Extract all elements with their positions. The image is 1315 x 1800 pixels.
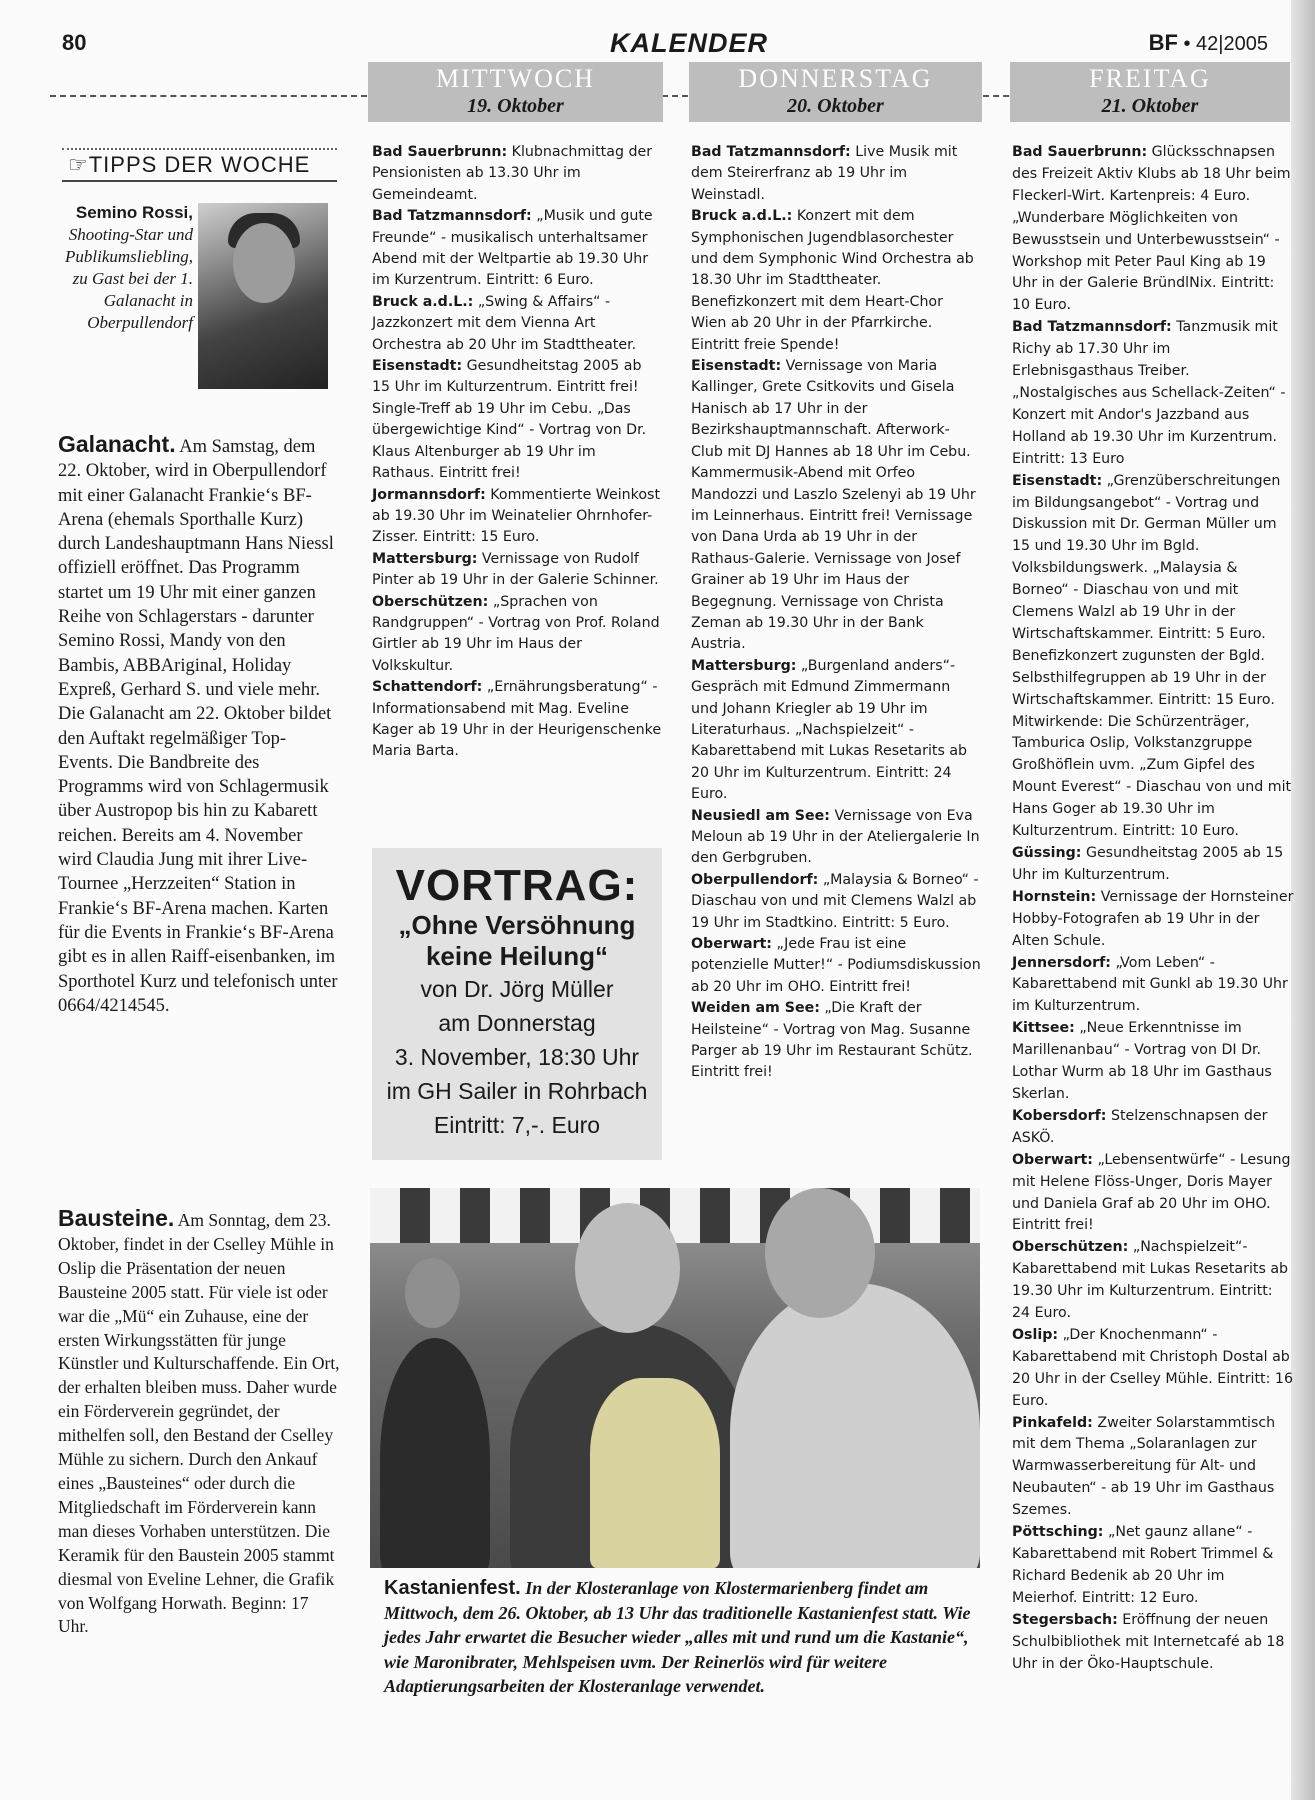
semino-name: Semino Rossi, <box>75 203 193 222</box>
event-place: Hornstein: <box>1012 888 1097 905</box>
event-text: „Burgenland anders“-Gespräch mit Edmund Zimmermann und Johann Kriegler ab 19 Uhr im Literaturhaus. „Nachspielzeit“ - Kabarettabend mit Lukas Resetarits ab 20 Uhr im Kulturzentrum. Eintritt: 24 Euro. <box>691 657 968 803</box>
event-entry <box>1012 1522 1294 1610</box>
semino-text: Shooting-Star und Publikumsliebling, zu Gast bei der 1. Galanacht in Oberpullendorf <box>65 225 193 332</box>
day-name: MITTWOCH <box>436 64 595 93</box>
vortrag-line-2: am Donnerstag <box>438 1010 596 1036</box>
vortrag-title: VORTRAG: <box>395 861 639 910</box>
event-place: Neusiedl am See: <box>691 807 830 824</box>
event-text: „Nachspielzeit“-Kabarettabend mit Lukas Resetarits ab 19.30 Uhr im Kulturzentrum. Eintritt: 24 Euro. <box>1012 1239 1289 1322</box>
kastanienfest-photo <box>370 1188 980 1568</box>
event-place: Pinkafeld: <box>1012 1414 1093 1431</box>
semino-rossi-photo <box>198 203 328 389</box>
issue-label <box>1149 30 1268 56</box>
event-entry <box>1012 142 1294 317</box>
day-date: 20. Oktober <box>787 95 884 117</box>
event-place: Bad Tatzmannsdorf: <box>1012 319 1172 336</box>
event-entry <box>1012 317 1294 470</box>
event-text: „Ernährungsberatung“ - Informationsabend mit Mag. Eveline Kager ab 19 Uhr in der Heurigenschenke Maria Barta. <box>372 679 662 760</box>
event-text: „Vom Leben“ - Kabarettabend mit Gunkl ab 19.30 Uhr im Kulturzentrum. <box>1012 954 1288 1015</box>
tipps-heading <box>62 148 337 182</box>
event-place: Weiden am See: <box>691 1000 820 1017</box>
event-text: Konzert mit dem Symphonischen Jugendblasorchester und dem Symphonic Wind Orchestra ab 18.30 Uhr im Stadttheater. Benefizkonzert mit dem Heart-Chor Wien ab 20 Uhr in der Pfarrkirche. Eintritt freie Spende! <box>691 208 974 353</box>
mittwoch-events <box>372 142 662 763</box>
event-entry <box>372 485 662 549</box>
event-text: Gesundheitstag 2005 ab 15 Uhr im Kulturzentrum. Eintritt frei! Single-Treff ab 19 Uhr im Cebu. „Das übergewichtige Kind“ - Vortrag von Dr. Klaus Altenburger ab 19 Uhr im Rathaus. Eintritt frei! <box>372 358 647 482</box>
event-text: „Sprachen von Randgruppen“ - Vortrag von Prof. Roland Girtler ab 19 Uhr im Haus der Volkskultur. <box>372 593 660 674</box>
event-text: „Lebensentwürfe“ - Lesung mit Helene Flöss-Unger, Doris Mayer und Daniela Graf ab 20 Uhr im OHO. Eintritt frei! <box>1012 1151 1291 1234</box>
vortrag-line-1: von Dr. Jörg Müller <box>420 976 614 1002</box>
event-place: Oberwart: <box>691 936 772 953</box>
event-text: „Grenzüberschreitungen im Bildungsangebot“ - Vortrag und Diskussion mit Dr. German Müller um 15 und 19.30 Uhr im Bgld. Volksbildungswerk. „Malaysia & Borneo“ - Diaschau von und mit Clemens Walzl ab 19 Uhr in der Wirtschaftskammer. Eintritt: 5 Euro. Benefizkonzert zugunsten der Bgld. Selbsthilfegruppen ab 19 Uhr in der Wirtschaftskammer. Eintritt: 15 Euro. Mitwirkende: Die Schürzenträger, Tamburica Oslip, Volkstanzgruppe Großhöflein uvm. „Zum Gipfel des Mount Everest“ - Diaschau von und mit Hans Goger ab 19.30 Uhr im Kulturzentrum. Eintritt: 10 Euro. <box>1012 472 1292 840</box>
event-place: Güssing: <box>1012 845 1082 861</box>
event-entry <box>372 677 662 763</box>
event-place: Jormannsdorf: <box>372 486 486 503</box>
section-title: KALENDER <box>610 28 769 58</box>
event-place: Oberschützen: <box>1012 1239 1129 1256</box>
event-place: Eisenstadt: <box>1012 472 1103 489</box>
day-header-mittwoch <box>368 62 663 122</box>
event-text: Klubnachmittag der Pensionisten ab 13.30 Uhr im Gemeindeamt. <box>372 144 653 203</box>
donnerstag-events <box>691 142 981 1084</box>
event-entry <box>691 934 981 998</box>
event-entry <box>1012 1413 1294 1523</box>
galanacht-heading: Galanacht. <box>58 431 176 457</box>
bausteine-body: Am Sonntag, dem 23. Oktober, findet in der Cselley Mühle in Oslip die Präsentation der neuen Bausteine 2005 statt. Für viele ist oder war die „Mü“ ein Zuhause, eine der ersten Wirkungsstätten für junge Künstler und Kulturschaffende. Ein Ort, der erhalten bleiben muss. Daher wurde ein Förderverein gegründet, der mithelfen soll, den Bestand der Cselley Mühle zu sichern. Durch den Ankauf eines „Bausteines“ oder durch die Mitgliedschaft im Förderverein kann man dieses Vorhaben unterstützen. Die Keramik für den Baustein 2005 stammt diesmal von Eveline Lehner, die Grafik von Wolfgang Horwath. Beginn: 17 Uhr. <box>58 1210 340 1637</box>
event-text: „Der Knochenmann“ - Kabarettabend mit Christoph Dostal ab 20 Uhr in der Cselley Mühle. Eintritt: 16 Euro. <box>1012 1326 1293 1409</box>
bausteine-article <box>58 1207 340 1639</box>
day-header-freitag <box>1010 62 1290 122</box>
event-text: „Swing & Affairs“ - Jazzkonzert mit dem Vienna Art Orchestra ab 20 Uhr im Stadttheater. <box>372 293 637 353</box>
event-entry <box>691 806 981 870</box>
caption-body: In der Klosteranlage von Klostermarienberg findet am Mittwoch, dem 26. Oktober, ab 13 Uhr das traditionelle Kastanienfest statt. Wie jedes Jahr erwartet die Besucher wieder „alles mit und rund um die Kastanie“, wie Maronibrater, Mehlspeisen uvm. Der Reinerlös wird für weitere Adaptierungsarbeiten der Klosteranlage verwendet. <box>384 1578 971 1696</box>
event-place: Kittsee: <box>1012 1020 1075 1037</box>
event-entry <box>691 656 981 806</box>
page-number: 80 <box>62 30 87 55</box>
event-text: Kommentierte Weinkost ab 19.30 Uhr im Weinatelier Ohrnhofer-Zisser. Eintritt: 15 Euro. <box>372 486 661 546</box>
event-entry <box>1012 1106 1294 1150</box>
event-text: Eröffnung der neuen Schulbibliothek mit Internetcafé ab 18 Uhr in der Öko-Hauptschule. <box>1012 1611 1285 1672</box>
event-text: „Malaysia & Borneo“ - Diaschau von und mit Clemens Walzl ab 19 Uhr im Stadtkino. Eintritt: 5 Euro. <box>691 871 979 931</box>
galanacht-article <box>58 432 340 1018</box>
event-entry <box>1012 1610 1294 1676</box>
event-entry <box>691 142 981 206</box>
event-place: Bad Tatzmannsdorf: <box>372 208 532 225</box>
event-entry <box>372 206 662 292</box>
event-text: „Musik und gute Freunde“ - musikalisch unterhaltsamer Abend mit der Weltpartie ab 19.30 Uhr im Kurzentrum. Eintritt: 6 Euro. <box>372 208 653 289</box>
day-date: 21. Oktober <box>1101 95 1199 117</box>
day-header-donnerstag <box>689 62 982 122</box>
event-text: Vernissage von Eva Meloun ab 19 Uhr in der Ateliergalerie In den Gerbgruben. <box>691 807 980 867</box>
event-text: „Jede Frau ist eine potenzielle Mutter!“ - Podiumsdiskussion ab 20 Uhr im OHO. Eintritt frei! <box>691 936 981 995</box>
event-entry <box>372 592 662 678</box>
event-place: Bad Sauerbrunn: <box>372 144 508 160</box>
event-entry <box>372 292 662 356</box>
event-text: Glücksschnapsen des Freizeit Aktiv Klubs ab 18 Uhr beim Fleckerl-Wirt. Kartenpreis: 4 Euro. „Wunderbare Möglichkeiten von Bewusstsein und Unterbewusstsein“ - Workshop mit Peter Paul King ab 19 Uhr in der Galerie BründlNix. Eintritt: 10 Euro. <box>1012 144 1291 314</box>
event-entry <box>691 998 981 1084</box>
event-place: Mattersburg: <box>691 657 797 674</box>
day-name: DONNERSTAG <box>738 64 933 93</box>
event-text: Zweiter Solarstammtisch mit dem Thema „Solaranlagen zur Warmwasserbereitung für Alt- und Neubauten“ - ab 19 Uhr im Gasthaus Szemes. <box>1012 1414 1276 1519</box>
event-place: Eisenstadt: <box>372 358 463 375</box>
event-text: Vernissage von Maria Kallinger, Grete Csitkovits und Gisela Hanisch ab 17 Uhr in der Bezirkshauptmannschaft. Afterwork-Club mit DJ Hannes ab 18 Uhr im Cebu. Kammermusik-Abend mit Orfeo Mandozzi und Laszlo Szelenyi ab 19 Uhr im Leinnerhaus. Eintritt frei! Vernissage von Dana Urda ab 19 Uhr in der Rathaus-Galerie. Vernissage von Josef Grainer ab 19 Uhr im Haus der Begegnung. Vernissage von Christa Zeman ab 19.30 Uhr in der Bank Austria. <box>691 358 976 653</box>
brand: BF <box>1148 30 1178 55</box>
event-entry <box>1012 843 1294 887</box>
event-entry <box>1012 471 1294 843</box>
galanacht-body: Am Samstag, dem 22. Oktober, wird in Oberpullendorf mit einer Galanacht Frankie‘s BF-Arena (ehemals Sporthalle Kurz) durch Landeshauptmann Hans Niessl offiziell eröffnet. Das Programm startet um 19 Uhr mit einer ganzen Reihe von Schlagerstars - darunter Semino Rossi, Mandy von den Bambis, ABBAriginal, Holiday Expreß, Gerhard S. und viele mehr. Die Galanacht am 22. Oktober bildet den Auftakt regelmäßiger Top-Events. Die Bandbreite des Programms wird von Schlagermusik über Austropop bis hin zu Kabarett reichen. Bereits am 4. November wird Claudia Jung mit ihrer Live-Tournee „Herzzeiten“ Station in Frankie‘s BF-Arena machen. Karten für die Events in Frankie‘s BF-Arena gibt es in allen Raiff-eisenbanken, im Sporthotel Kurz und telefonisch unter 0664/4214545. <box>58 437 338 1016</box>
event-entry <box>691 870 981 934</box>
event-text: Stelzenschnapsen der ASKÖ. <box>1012 1107 1268 1146</box>
event-entry <box>372 356 662 484</box>
vortrag-subtitle-1: „Ohne Versöhnung <box>398 910 636 940</box>
event-entry <box>691 206 981 356</box>
event-place: Bruck a.d.L.: <box>372 293 474 310</box>
event-entry <box>1012 953 1294 1019</box>
page-header <box>50 28 1290 60</box>
event-text: „Die Kraft der Heilsteine“ - Vortrag von Mag. Susanne Parger ab 19 Uhr im Restaurant Schütz. Eintritt frei! <box>691 1000 973 1081</box>
event-place: Mattersburg: <box>372 550 478 567</box>
event-entry <box>1012 1237 1294 1325</box>
event-text: Vernissage von Rudolf Pinter ab 19 Uhr in der Galerie Schinner. <box>372 550 659 589</box>
event-place: Oberschützen: <box>372 593 489 610</box>
event-entry <box>1012 1150 1294 1238</box>
tipps-heading-text: ☞TIPPS DER WOCHE <box>68 152 311 177</box>
event-place: Oslip: <box>1012 1326 1059 1343</box>
event-place: Oberpullendorf: <box>691 871 819 888</box>
event-text: Gesundheitstag 2005 ab 15 Uhr im Kulturzentrum. <box>1012 845 1284 883</box>
event-place: Bruck a.d.L.: <box>691 208 793 225</box>
day-name: FREITAG <box>1089 64 1211 93</box>
issue-number: • 42|2005 <box>1183 33 1268 55</box>
event-entry <box>691 356 981 656</box>
vortrag-line-3: 3. November, 18:30 Uhr <box>394 1044 640 1070</box>
bausteine-heading: Bausteine. <box>58 1205 175 1231</box>
vortrag-box <box>372 848 662 1160</box>
event-place: Oberwart: <box>1012 1151 1093 1168</box>
event-place: Kobersdorf: <box>1012 1107 1107 1124</box>
event-place: Eisenstadt: <box>691 358 782 375</box>
vortrag-line-5: Eintritt: 7,-. Euro <box>433 1112 601 1138</box>
event-place: Schattendorf: <box>372 679 483 696</box>
event-text: „Net gaunz allane“ - Kabarettabend mit Robert Trimmel & Richard Bedenik ab 20 Uhr im Meierhof. Eintritt: 12 Euro. <box>1012 1524 1274 1606</box>
semino-caption <box>58 202 193 334</box>
event-place: Bad Sauerbrunn: <box>1012 144 1148 160</box>
event-place: Jennersdorf: <box>1012 954 1111 971</box>
caption-heading: Kastanienfest. <box>384 1577 521 1599</box>
kastanienfest-caption <box>384 1576 974 1699</box>
event-text: Tanzmusik mit Richy ab 17.30 Uhr im Erlebnisgasthaus Treiber. „Nostalgisches aus Schellack-Zeiten“ - Konzert mit Andor's Jazzband aus Holland ab 19.30 Uhr im Kurzentrum. Eintritt: 13 Euro <box>1012 319 1286 467</box>
event-entry <box>1012 887 1294 953</box>
event-text: Live Musik mit dem Steirerfranz ab 19 Uhr im Weinstadl. <box>691 144 958 203</box>
event-text: Vernissage der Hornsteiner Hobby-Fotografen ab 19 Uhr in der Alten Schule. <box>1012 888 1294 949</box>
day-date: 19. Oktober <box>467 95 564 117</box>
event-entry <box>372 142 662 206</box>
event-entry <box>372 549 662 592</box>
event-entry <box>1012 1325 1294 1413</box>
event-place: Stegersbach: <box>1012 1611 1118 1628</box>
event-place: Pöttsching: <box>1012 1524 1104 1541</box>
vortrag-line-4: im GH Sailer in Rohrbach <box>386 1078 648 1104</box>
event-entry <box>1012 1018 1294 1106</box>
event-place: Bad Tatzmannsdorf: <box>691 144 851 160</box>
page-edge <box>1291 0 1315 1800</box>
freitag-events <box>1012 142 1294 1675</box>
event-text: „Neue Erkenntnisse im Marillenanbau“ - Vortrag von DI Dr. Lothar Wurm ab 18 Uhr im Gasthaus Skerlan. <box>1012 1020 1272 1102</box>
vortrag-subtitle-2: keine Heilung“ <box>425 941 609 971</box>
